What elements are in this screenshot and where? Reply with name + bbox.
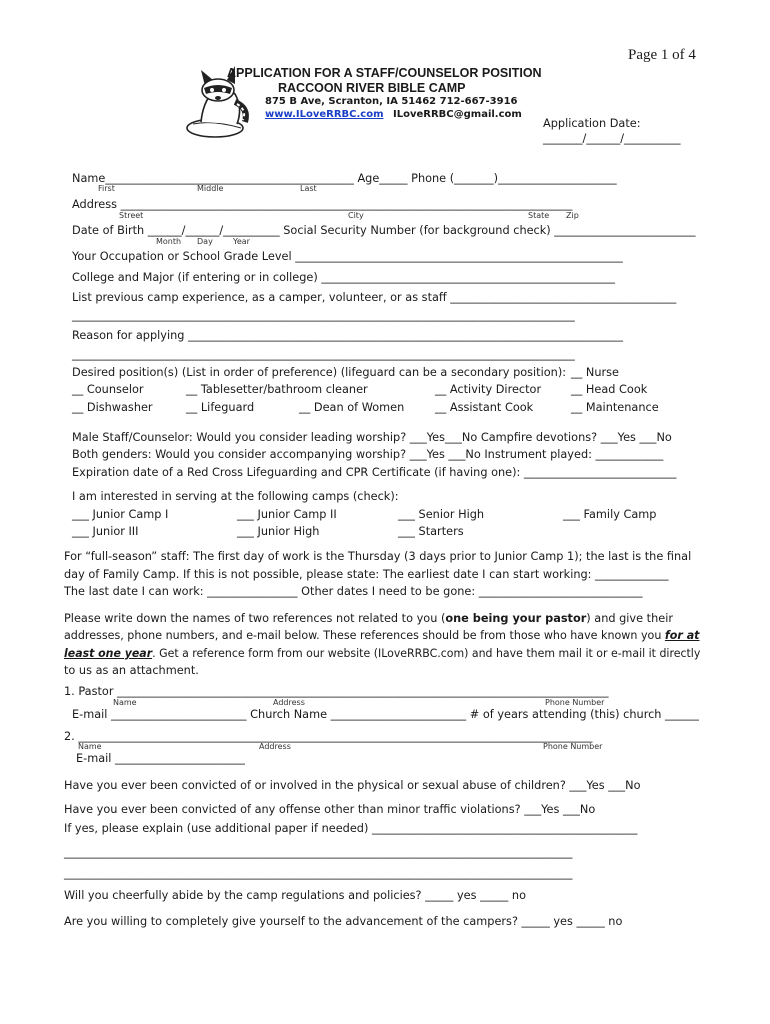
- second-reference-line[interactable]: 2. ___________________________________________________________________________________________: [64, 730, 593, 743]
- offense-question[interactable]: Have you ever been convicted of any offense other than minor traffic violations? ___Yes ___No: [64, 803, 596, 816]
- address-street-caption: Street: [119, 211, 144, 220]
- camp-starters[interactable]: ___ Starters: [398, 525, 464, 538]
- application-date-field[interactable]: _______/______/__________: [543, 132, 681, 145]
- occupation-line[interactable]: Your Occupation or School Grade Level __________________________________________________________: [72, 250, 623, 263]
- position-tablesetter[interactable]: __ Tablesetter/bathroom cleaner: [186, 383, 368, 396]
- ref2-phone-caption: Phone Number: [543, 742, 603, 751]
- pastor-phone-caption: Phone Number: [545, 698, 605, 707]
- pastor-name-caption: Name: [113, 698, 137, 707]
- dob-ssn-line[interactable]: Date of Birth ______/______/__________ Social Security Number (for background check) _________________________: [72, 224, 696, 237]
- accompany-worship-question[interactable]: Both genders: Would you consider accompanying worship? ___Yes ___No Instrument played: ____________: [72, 448, 664, 461]
- earliest-start-line[interactable]: day of Family Camp. If this is not possible, please state: The earliest date I can start working: _____________: [64, 568, 669, 581]
- male-worship-question[interactable]: Male Staff/Counselor: Would you consider leading worship? ___Yes___No Campfire devotions? ___Yes ___No: [72, 431, 672, 444]
- position-dishwasher[interactable]: __ Dishwasher: [72, 401, 153, 414]
- camp-family[interactable]: ___ Family Camp: [563, 508, 657, 521]
- position-nurse[interactable]: __ Nurse: [571, 366, 619, 379]
- pastor-email-church-line[interactable]: E-mail ________________________ Church Name ________________________ # of years attending (this) church ______: [72, 708, 699, 721]
- previous-experience-line[interactable]: List previous camp experience, as a camper, volunteer, or as staff ________________________________________: [72, 291, 677, 304]
- explain-line[interactable]: If yes, please explain (use additional paper if needed) _______________________________________________: [64, 822, 638, 835]
- abide-question[interactable]: Will you cheerfully abide by the camp regulations and policies? _____ yes _____ no: [64, 889, 526, 902]
- references-paragraph-line2: addresses, phone numbers, and e-mail below. These references should be from those who have known you for at: [64, 629, 700, 642]
- pastor-reference-line[interactable]: 1. Pastor _______________________________________________________________________________________: [64, 685, 609, 698]
- dob-year-caption: Year: [233, 237, 250, 246]
- camp-junior-2[interactable]: ___ Junior Camp II: [237, 508, 337, 521]
- camp-senior-high[interactable]: ___ Senior High: [398, 508, 485, 521]
- references-paragraph-line4: to us as an attachment.: [64, 664, 199, 677]
- name-age-phone-line[interactable]: Name____________________________________________ Age_____ Phone (_______)_____________________: [72, 172, 617, 185]
- abuse-question[interactable]: Have you ever been convicted of or involved in the physical or sexual abuse of children? ___Yes ___No: [64, 779, 641, 792]
- references-paragraph-line3: least one year. Get a reference form from our website (ILoveRRBC.com) and have them mail it or e-mail it directly: [64, 647, 701, 660]
- page-number: Page 1 of 4: [628, 47, 696, 63]
- camp-address: 875 B Ave, Scranton, IA 51462 712-667-3916: [265, 96, 518, 107]
- ref2-name-caption: Name: [78, 742, 102, 751]
- form-title: APPLICATION FOR A STAFF/COUNSELOR POSITION: [227, 66, 542, 80]
- dob-day-caption: Day: [197, 237, 213, 246]
- name-last-caption: Last: [300, 184, 317, 193]
- previous-experience-blank[interactable]: _________________________________________________________________________________________: [72, 309, 575, 322]
- positions-intro: Desired position(s) (List in order of preference) (lifeguard can be a secondary position):: [72, 366, 567, 379]
- explain-blank-2[interactable]: __________________________________________________________________________________________: [64, 867, 573, 880]
- full-season-text: For “full-season” staff: The first day of work is the Thursday (3 days prior to Junior Camp 1); the last is the final: [64, 550, 692, 563]
- camp-name: RACCOON RIVER BIBLE CAMP: [278, 81, 466, 95]
- address-zip-caption: Zip: [566, 211, 579, 220]
- position-maintenance[interactable]: __ Maintenance: [571, 401, 659, 414]
- address-state-caption: State: [528, 211, 550, 220]
- references-paragraph-line1: Please write down the names of two references not related to you (one being your pastor) and give their: [64, 612, 673, 625]
- camp-junior-3[interactable]: ___ Junior III: [72, 525, 139, 538]
- camp-junior-1[interactable]: ___ Junior Camp I: [72, 508, 169, 521]
- position-head-cook[interactable]: __ Head Cook: [571, 383, 648, 396]
- website-link[interactable]: www.ILoveRRBC.com: [265, 109, 384, 120]
- position-activity-director[interactable]: __ Activity Director: [435, 383, 542, 396]
- name-middle-caption: Middle: [197, 184, 224, 193]
- email-address: ILoveRRBC@gmail.com: [393, 109, 522, 120]
- position-lifeguard[interactable]: __ Lifeguard: [186, 401, 255, 414]
- camps-intro: I am interested in serving at the following camps (check):: [72, 490, 399, 503]
- willing-question[interactable]: Are you willing to completely give yourself to the advancement of the campers? _____ yes _____ no: [64, 915, 623, 928]
- application-date-label: Application Date:: [543, 117, 641, 130]
- dob-month-caption: Month: [156, 237, 182, 246]
- certificate-expiration-line[interactable]: Expiration date of a Red Cross Lifeguarding and CPR Certificate (if having one): ___________________________: [72, 466, 677, 479]
- name-first-caption: First: [98, 184, 115, 193]
- pastor-address-caption: Address: [273, 698, 305, 707]
- last-date-line[interactable]: The last date I can work: ________________ Other dates I need to be gone: _____________________________: [64, 585, 643, 598]
- position-counselor[interactable]: __ Counselor: [72, 383, 144, 396]
- address-city-caption: City: [348, 211, 364, 220]
- college-line[interactable]: College and Major (if entering or in college) ____________________________________________________: [72, 271, 616, 284]
- position-assistant-cook[interactable]: __ Assistant Cook: [435, 401, 534, 414]
- ref2-email-line[interactable]: E-mail _______________________: [76, 752, 245, 765]
- reason-line[interactable]: Reason for applying _____________________________________________________________________________: [72, 329, 623, 342]
- explain-blank-1[interactable]: __________________________________________________________________________________________: [64, 846, 573, 859]
- reason-blank[interactable]: _________________________________________________________________________________________: [72, 348, 575, 361]
- address-line[interactable]: Address ________________________________________________________________________________: [72, 198, 573, 211]
- ref2-address-caption: Address: [259, 742, 291, 751]
- camp-junior-high[interactable]: ___ Junior High: [237, 525, 320, 538]
- position-dean-of-women[interactable]: __ Dean of Women: [299, 401, 405, 414]
